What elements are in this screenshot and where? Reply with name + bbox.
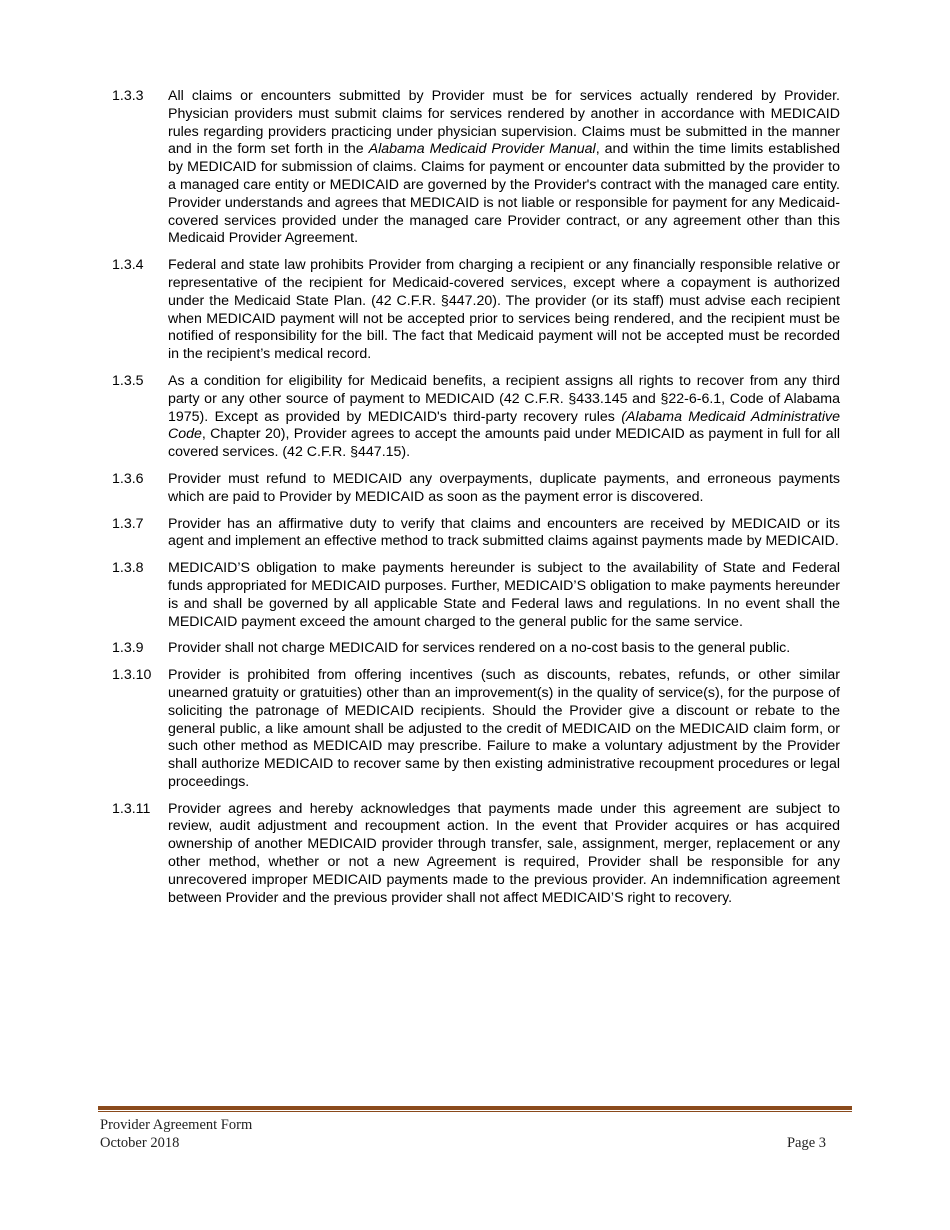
clause-text-run: Provider has an affirmative duty to verify that claims and encounters are received by MEDICAID or its agent and implement an effective method to track submitted claims against payments made by MEDICAID. — [168, 515, 840, 550]
clause-text-run: Federal and state law prohibits Provider from charging a recipient or any financially responsible relative or representative of the recipient for Medicaid-covered services, except where a copayment is authorized under the Medicaid State Plan. (42 C.F.R. §447.20). The provider (or its staff) must advise each recipient when MEDICAID payment will not be accepted prior to services being rendered, and the recipient must be notified of responsibility for the bill. The fact that Medicaid payment will not be accepted must be recorded in the recipient’s medical record. — [168, 257, 840, 363]
clause-1-3-8 — [112, 560, 840, 631]
clause-number: 1.3.10 — [112, 667, 152, 684]
clause-text — [168, 257, 840, 364]
clause-text — [168, 88, 840, 248]
clause-number: 1.3.8 — [112, 560, 144, 577]
clause-text-run: Provider agrees and hereby acknowledges that payments made under this agreement are subject to review, audit adjustment and recoupment action. In the event that Provider acquires or has acquired ownership of another MEDICAID provider through transfer, sale, assignment, merger, replacement or any other method, whether or not a new Agreement is required, Provider shall be responsible for any unrecovered improper MEDICAID payments made to the previous provider. An indemnification agreement between Provider and the previous provider shall not affect MEDICAID’S right to recovery. — [168, 800, 840, 906]
clause-text-run: , Chapter 20), Provider agrees to accept the amounts paid under MEDICAID as payment in full for all covered services. (42 C.F.R. §447.15). — [168, 426, 840, 461]
clause-text-run: Provider is prohibited from offering incentives (such as discounts, rebates, refunds, or other similar unearned gratuity or gratuities) other than an improvement(s) in the quality of service(s), for the purpose of soliciting the patronage of MEDICAID recipients. Should the Provider give a discount or rebate to the general public, a like amount shall be adjusted to the credit of MEDICAID on the MEDICAID claim form, or such other method as MEDICAID may prescribe. Failure to make a voluntary adjustment by the Provider shall authorize MEDICAID to recover same by then existing administrative recoupment procedures or legal proceedings. — [168, 667, 840, 790]
clause-1-3-10 — [112, 667, 840, 792]
clause-text-italic: Alabama Medicaid Provider Manual — [368, 141, 596, 158]
clause-1-3-7 — [112, 516, 840, 552]
clause-text — [168, 560, 840, 631]
clause-text-run: , and within the time limits established by MEDICAID for submission of claims. Claims for payment or encounter data submitted by the provider to a managed care entity or MEDICAID are governed by the Provider's contract with the managed care entity. Provider understands and agrees that MEDICAID is not liable or responsible for payment for any Medicaid-covered services provided under the managed care Provider contract, or any agreement other than this Medicaid Provider Agreement. — [168, 141, 840, 247]
clause-number: 1.3.4 — [112, 257, 144, 274]
footer-form-title: Provider Agreement Form — [100, 1117, 253, 1133]
clause-text — [168, 801, 840, 908]
footer-page-number: Page 3 — [786, 1135, 826, 1151]
clause-text-run: MEDICAID’S obligation to make payments hereunder is subject to the availability of State and Federal funds appropriated for MEDICAID purposes. Further, MEDICAID’S obligation to make payments hereunder is and shall be governed by all applicable State and Federal laws and regulations. In no event shall the MEDICAID payment exceed the amount charged to the general public for the same service. — [168, 560, 840, 630]
clause-number: 1.3.5 — [112, 372, 144, 389]
clause-text — [168, 640, 840, 658]
clause-1-3-11 — [112, 801, 840, 908]
clause-text — [168, 667, 840, 792]
clause-1-3-5 — [112, 373, 840, 462]
clause-number: 1.3.11 — [112, 800, 151, 817]
clause-text-run: Provider must refund to MEDICAID any overpayments, duplicate payments, and erroneous payments which are paid to Provider by MEDICAID as soon as the payment error is discovered. — [168, 470, 840, 505]
clause-list — [112, 88, 840, 916]
clause-1-3-6 — [112, 471, 840, 507]
clause-text — [168, 516, 840, 552]
clause-number: 1.3.6 — [112, 470, 144, 487]
footer-rule — [98, 1106, 852, 1112]
clause-text — [168, 471, 840, 507]
clause-number: 1.3.7 — [112, 515, 144, 532]
clause-text-run: Provider shall not charge MEDICAID for services rendered on a no-cost basis to the general public. — [168, 640, 791, 657]
footer-date: October 2018 — [100, 1135, 180, 1151]
clause-1-3-3 — [112, 88, 840, 248]
clause-text-run: All claims or encounters submitted by Provider must be for services actually rendered by Provider. Physician providers must submit claims for services rendered by another in accordance with MEDICAID rules regarding providers practicing under physician supervision. Claims must be submitted in the manner and in the form set forth in the — [168, 88, 840, 158]
clause-number: 1.3.9 — [112, 640, 144, 657]
clause-text-run: As a condition for eligibility for Medicaid benefits, a recipient assigns all rights to recover from any third party or any other source of payment to MEDICAID (42 C.F.R. §433.145 and §22-6-6.1, Code of Alabama 1975). Except as provided by MEDICAID's third-party recovery rules — [168, 372, 840, 425]
clause-number: 1.3.3 — [112, 88, 144, 104]
clause-1-3-9 — [112, 640, 840, 658]
clause-text — [168, 373, 840, 462]
page-footer — [100, 1116, 826, 1152]
clause-text-italic: (Alabama Medicaid Administrative Code — [168, 408, 840, 443]
clause-1-3-4 — [112, 257, 840, 364]
